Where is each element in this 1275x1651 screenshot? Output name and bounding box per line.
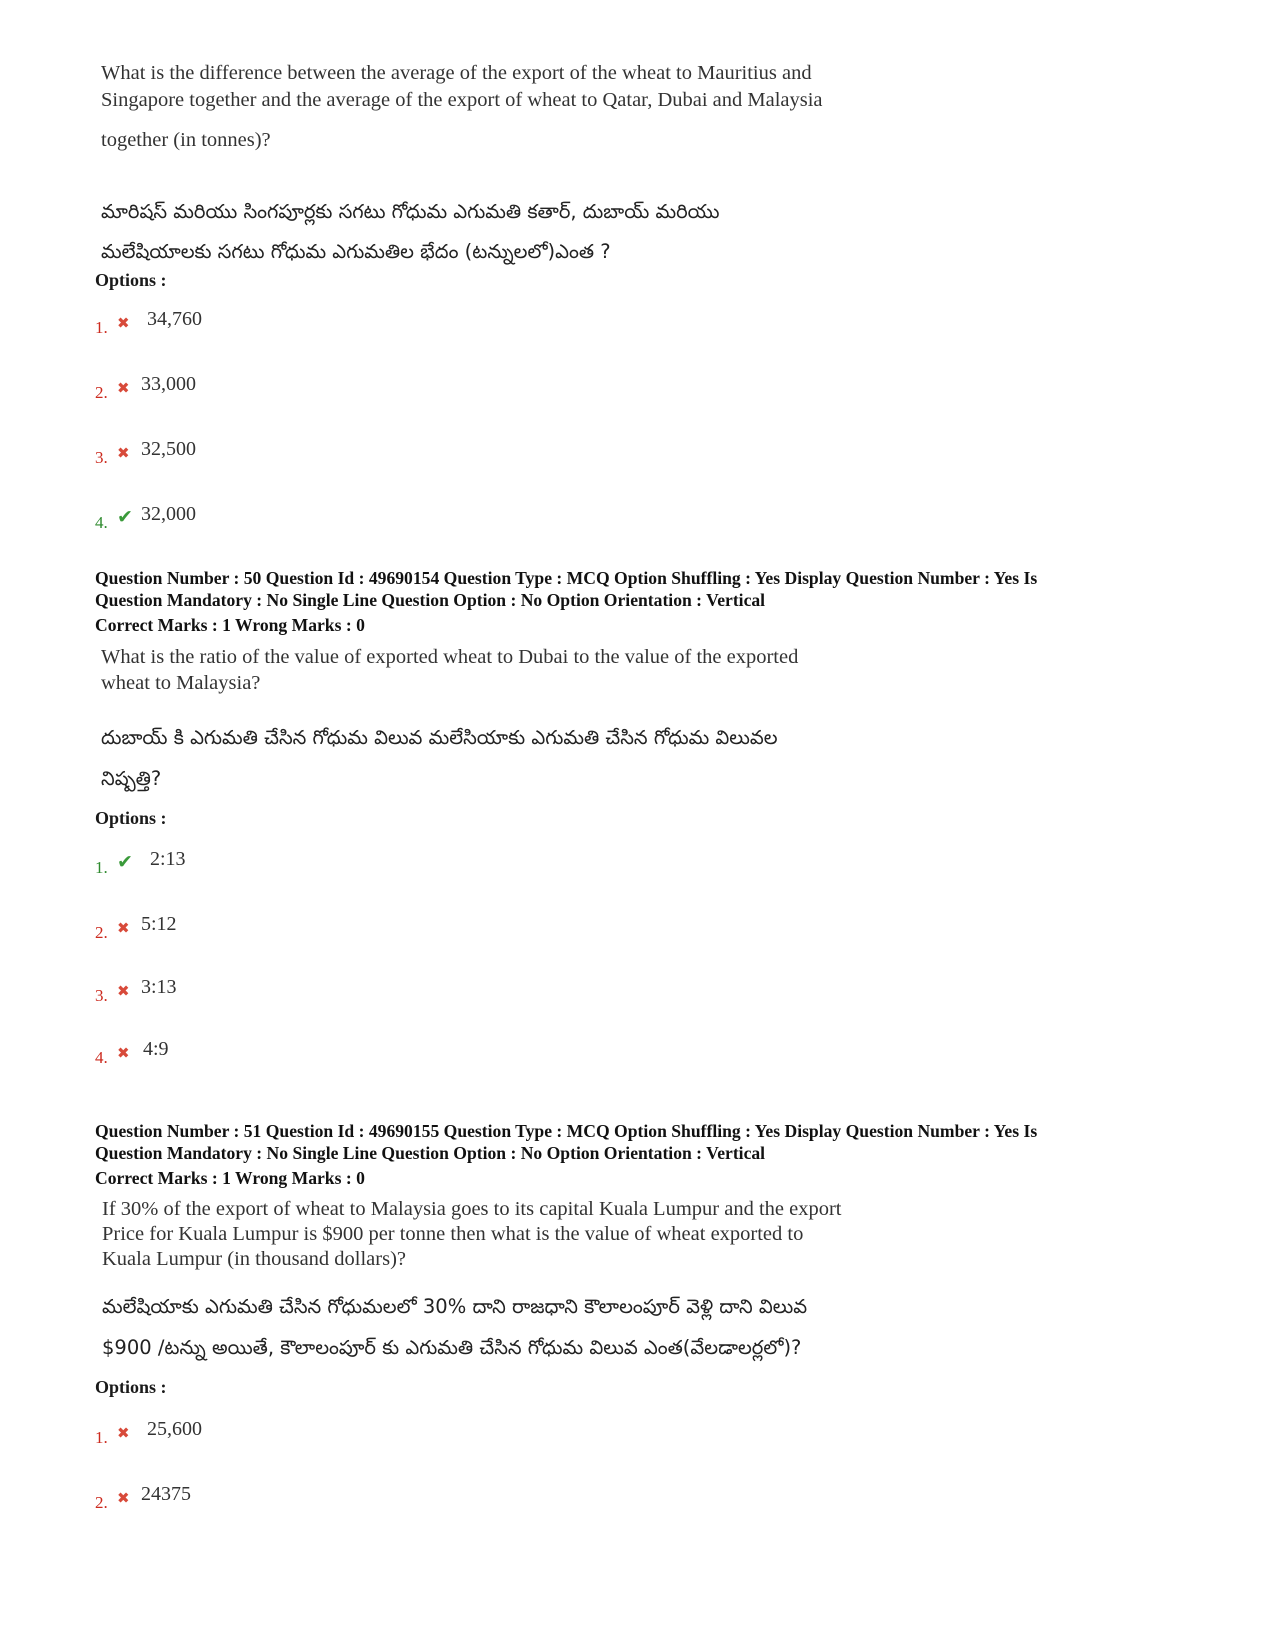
question-text-line: Kuala Lumpur (in thousand dollars)? (102, 1248, 407, 1270)
metadata-line: Question Number : 50 Question Id : 49690154 Question Type : MCQ Option Shuffling : Yes Display Question Number : Yes Is (95, 568, 1038, 588)
option-value: 32,000 (141, 503, 196, 525)
cross-icon: ✖ (117, 919, 130, 937)
option-number: 3. (95, 986, 108, 1005)
option-value: 3:13 (141, 976, 177, 998)
cross-icon: ✖ (117, 444, 130, 462)
cross-icon: ✖ (117, 314, 130, 332)
options-label: Options : (95, 1377, 167, 1397)
question-51-metadata (95, 1120, 1037, 1189)
question-text-line: What is the difference between the average of the export of the wheat to Mauritius and (101, 62, 812, 84)
options-label: Options : (95, 808, 167, 828)
option-value: 24375 (141, 1483, 191, 1505)
marks-line: Correct Marks : 1 Wrong Marks : 0 (95, 1168, 365, 1188)
question-49-telugu-line-2: మలేషియాలకు సగటు గోధుమ ఎగుమతిల భేదం (టన్నులలో)ఎంత ? (101, 240, 611, 263)
cross-icon: ✖ (117, 982, 130, 1000)
option-number: 1. (95, 1428, 108, 1447)
question-50-telugu-line-1: దుబాయ్ కి ఎగుమతి చేసిన గోధుమ విలువ మలేసియాకు ఎగుమతి చేసిన గోధుమ విలువల (101, 726, 778, 749)
cross-icon: ✖ (117, 1044, 130, 1062)
question-text-line: If 30% of the export of wheat to Malaysia goes to its capital Kuala Lumpur and the export (102, 1198, 842, 1220)
metadata-line: Question Mandatory : No Single Line Question Option : No Option Orientation : Vertical (95, 1143, 766, 1163)
option-number: 2. (95, 1493, 108, 1512)
option-value: 4:9 (143, 1038, 169, 1060)
check-icon: ✔ (117, 851, 133, 873)
question-text-line: Singapore together and the average of the export of wheat to Qatar, Dubai and Malaysia (101, 89, 823, 111)
question-51-telugu-line-2: $900 /టన్ను అయితే, కౌలాలంపూర్ కు ఎగుమతి చేసిన గోధుమ విలువ ఎంత(వేలడాలర్లలో)? (102, 1336, 802, 1359)
option-value: 34,760 (147, 308, 202, 330)
check-icon: ✔ (117, 506, 133, 528)
question-49-english-text (101, 60, 823, 154)
question-text-line: Price for Kuala Lumpur is $900 per tonne then what is the value of wheat exported to (102, 1223, 804, 1245)
question-51-telugu-line-1: మలేషియాకు ఎగుమతి చేసిన గోధుమలలో 30% దాని రాజధాని కౌలాలంపూర్ వెళ్లి దాని విలువ (102, 1295, 808, 1318)
cross-icon: ✖ (117, 1424, 130, 1442)
option-value: 33,000 (141, 373, 196, 395)
question-50-metadata (95, 567, 1037, 636)
metadata-line: Question Mandatory : No Single Line Question Option : No Option Orientation : Vertical (95, 590, 766, 610)
option-number: 2. (95, 923, 108, 942)
option-value: 5:12 (141, 913, 177, 935)
option-number: 3. (95, 448, 108, 467)
option-number: 4. (95, 513, 108, 532)
question-49-telugu-line-1: మారిషస్ మరియు సింగపూర్లకు సగటు గోధుమ ఎగుమతి కతార్, దుబాయ్ మరియు (101, 200, 720, 223)
option-number: 4. (95, 1048, 108, 1067)
option-number: 2. (95, 383, 108, 402)
question-text-line: together (in tonnes)? (101, 129, 271, 151)
cross-icon: ✖ (117, 1489, 130, 1507)
option-number: 1. (95, 318, 108, 337)
options-label: Options : (95, 270, 167, 290)
option-value: 25,600 (147, 1418, 202, 1440)
cross-icon: ✖ (117, 379, 130, 397)
metadata-line: Question Number : 51 Question Id : 49690155 Question Type : MCQ Option Shuffling : Yes Display Question Number : Yes Is (95, 1121, 1038, 1141)
question-50-telugu-line-2: నిష్పత్తి? (101, 767, 162, 790)
question-text-line: What is the ratio of the value of exported wheat to Dubai to the value of the exported (101, 646, 799, 668)
option-value: 2:13 (150, 848, 186, 870)
option-number: 1. (95, 858, 108, 877)
marks-line: Correct Marks : 1 Wrong Marks : 0 (95, 615, 365, 635)
option-value: 32,500 (141, 438, 196, 460)
question-50-english-text (101, 644, 798, 696)
question-51-english-text (102, 1197, 842, 1272)
question-text-line: wheat to Malaysia? (101, 672, 261, 694)
